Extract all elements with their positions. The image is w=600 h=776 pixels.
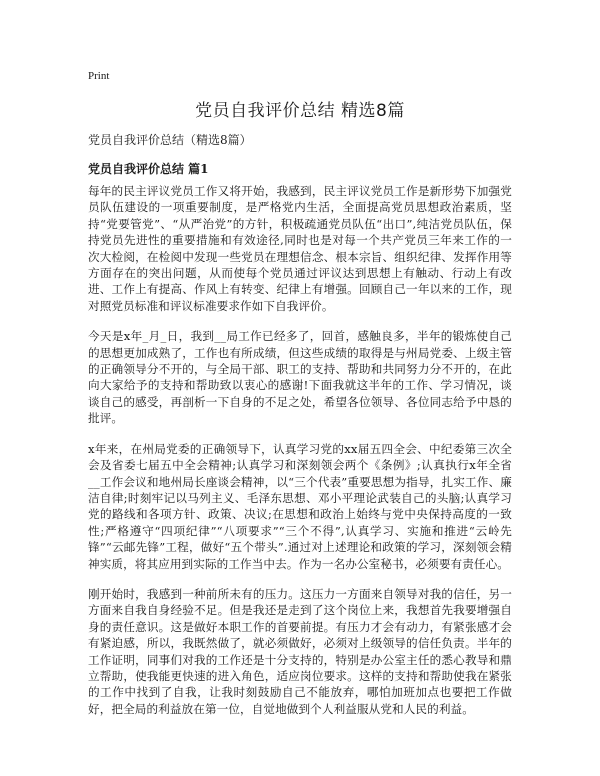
print-label: Print xyxy=(88,70,110,82)
page-title: 党员自我评价总结 精选8篇 xyxy=(195,101,405,121)
section-heading: 党员自我评价总结 篇1 xyxy=(88,162,209,176)
paragraph-1: 每年的民主评议党员工作又将开始，我感到，民主评议党员工作是新形势下加强党员队伍建设的一项重要制度，是严格党内生活，全面提高党员思想政治素质，坚持“党要管党”、“从严治党”的方针，积极疏通党员队伍“出口”,纯洁党员队伍，保持党员先进性的重要措施和有效途径,同时也是对每一个共产党员三年来工作的一次大检阅，在检阅中发现一些党员在理想信念、根本宗旨、组织纪律、发挥作用等方面存在的突出问题，从而使每个党员通过评议达到思想上有触动、行动上有改进、工作上有提高、作风上有转变、纪律上有增强。回顾自己一年以来的工作，现对照党员标准和评议标准要求作如下自我评价。 xyxy=(88,184,512,313)
document-subtitle: 党员自我评价总结（精选8篇） xyxy=(88,133,252,147)
paragraph-3: x年来，在州局党委的正确领导下，认真学习党的xx届五四全会、中纪委第三次全会及省委七届五中全会精神;认真学习和深刻领会两个《条例》;认真执行x年全省__工作会议和地州局长座谈会精神，以“三个代表”重要思想为指导，扎实工作、廉洁自律;时刻牢记以马列主义、毛泽东思想、邓小平理论武装自己的头脑;认真学习党的路线和各项方针、政策、决议;在思想和政治上始终与党中央保持高度的一致性;严格遵守“四项纪律”“八项要求”“三个不得”,认真学习、实施和推进“云岭先锋”“云邮先锋”工程，做好“五个带头”.通过对上述理论和政策的学习，深刻领会精神实质，将其应用到实际的工作当中去。作为一名办公室秘书，必须要有责任心。 xyxy=(88,441,512,571)
paragraph-4: 刚开始时，我感到一种前所未有的压力。这压力一方面来自领导对我的信任，另一方面来自我自身经验不足。但是我还是走到了这个岗位上来，我想首先我要增强自身的责任意识。这是做好本职工作的首要前提。有压力才会有动力，有紧张感才会有紧迫感，所以，我既然做了，就必须做好，必须对上级领导的信任负责。半年的工作证明，同事们对我的工作还是十分支持的，特别是办公室主任的悉心教导和鼎立帮助，使我能更快速的进入角色，适应岗位要求。这样的支持和帮助使我在紧张的工作中找到了自我，让我时刻鼓励自己不能放弃，哪怕加班加点也要把工作做好，把全局的利益放在第一位，自觉地做到个人利益服从党和人民的利益。 xyxy=(88,586,512,716)
paragraph-2: 今天是x年_月_日，我到__局工作已经多了，回首，感触良多，半年的锻炼使自己的思想更加成熟了，工作也有所成绩，但这些成绩的取得是与州局党委、上级主管的正确领导分不开的，与全局干部、职工的支持、帮助和共同努力分不开的，在此向大家给予的支持和帮助致以衷心的感谢!下面我就这半年的工作、学习情况，谈谈自己的感受，再剖析一下自身的不足之处，希望各位领导、各位同志给予中恳的批评。 xyxy=(88,329,512,426)
document-body xyxy=(88,183,512,731)
